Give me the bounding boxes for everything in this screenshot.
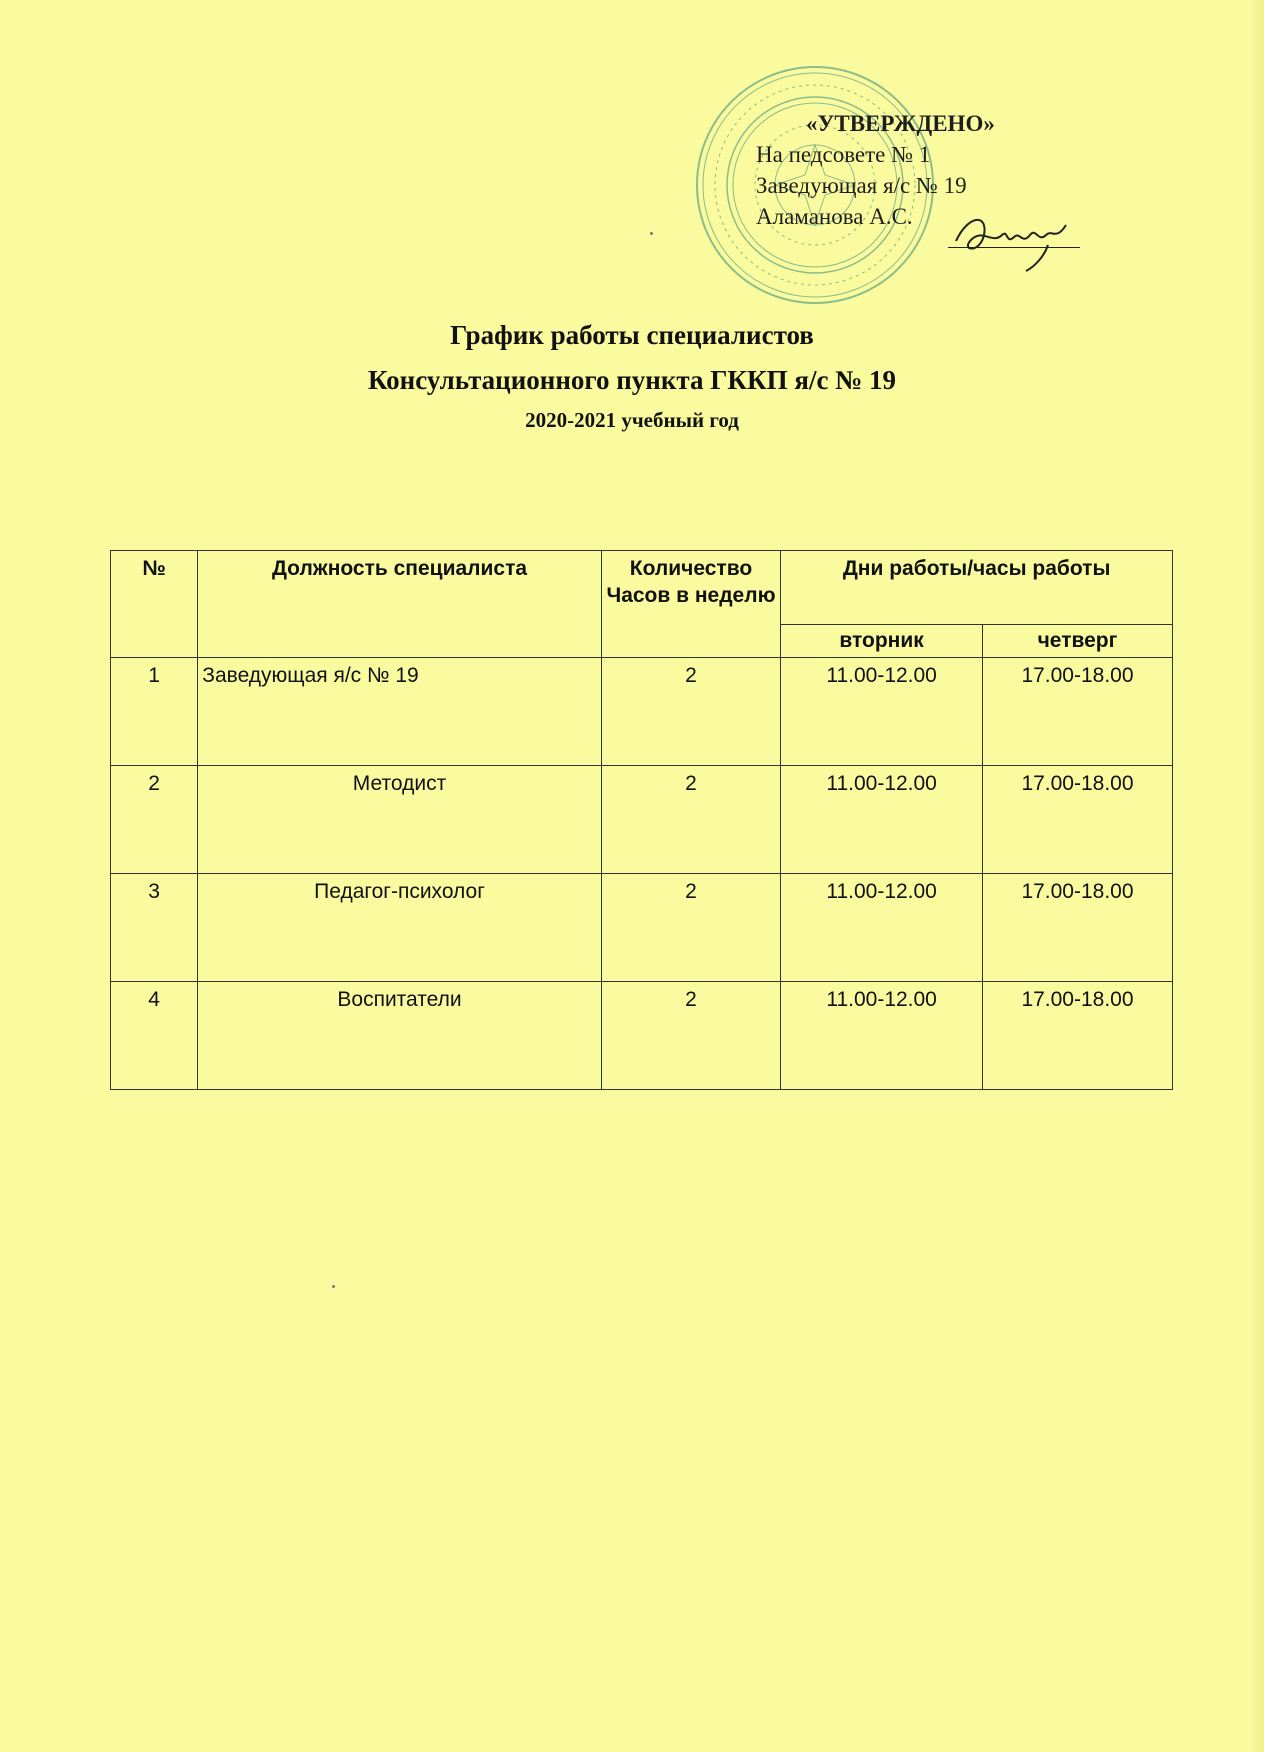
- document-subtitle: Консультационного пункта ГККП я/с № 19: [367, 365, 897, 395]
- scan-speck: [332, 1285, 335, 1288]
- handwritten-signature-icon: [948, 205, 1088, 275]
- header-hours: Количество Часов в неделю: [601, 551, 780, 658]
- table-row: [111, 982, 1173, 1090]
- row-hours: 2: [601, 658, 780, 766]
- row-position: Методист: [198, 766, 601, 874]
- header-days: Дни работы/часы работы: [781, 551, 1173, 625]
- row-position: Заведующая я/с № 19: [198, 658, 601, 766]
- page-edge-shadow: [1250, 0, 1264, 1752]
- scan-speck: [650, 232, 653, 235]
- row-num: 3: [111, 874, 198, 982]
- approval-title: «УТВЕРЖДЕНО»: [806, 111, 995, 136]
- academic-year: 2020-2021 учебный год: [525, 408, 739, 432]
- row-hours: 2: [601, 766, 780, 874]
- header-num: №: [111, 551, 198, 658]
- row-num: 2: [111, 766, 198, 874]
- document-title: График работы специалистов: [450, 320, 814, 350]
- table-row: [111, 874, 1173, 982]
- row-thursday: 17.00-18.00: [982, 766, 1172, 874]
- approval-name-line: Аламанова А.С.: [756, 204, 913, 229]
- row-thursday: 17.00-18.00: [982, 982, 1172, 1090]
- table-header-row: [111, 551, 1173, 625]
- header-tuesday: вторник: [781, 625, 983, 658]
- row-tuesday: 11.00-12.00: [781, 766, 983, 874]
- row-position: Педагог-психолог: [198, 874, 601, 982]
- row-thursday: 17.00-18.00: [982, 658, 1172, 766]
- header-position: Должность специалиста: [198, 551, 601, 658]
- row-num: 1: [111, 658, 198, 766]
- row-hours: 2: [601, 874, 780, 982]
- row-hours: 2: [601, 982, 780, 1090]
- approval-council-line: На педсовете № 1: [756, 142, 931, 167]
- header-thursday: четверг: [982, 625, 1172, 658]
- schedule-table: [110, 550, 1173, 1090]
- table-row: [111, 658, 1173, 766]
- row-tuesday: 11.00-12.00: [781, 874, 983, 982]
- row-thursday: 17.00-18.00: [982, 874, 1172, 982]
- row-tuesday: 11.00-12.00: [781, 658, 983, 766]
- row-position: Воспитатели: [198, 982, 601, 1090]
- row-num: 4: [111, 982, 198, 1090]
- row-tuesday: 11.00-12.00: [781, 982, 983, 1090]
- table-row: [111, 766, 1173, 874]
- approval-head-line: Заведующая я/с № 19: [756, 173, 967, 198]
